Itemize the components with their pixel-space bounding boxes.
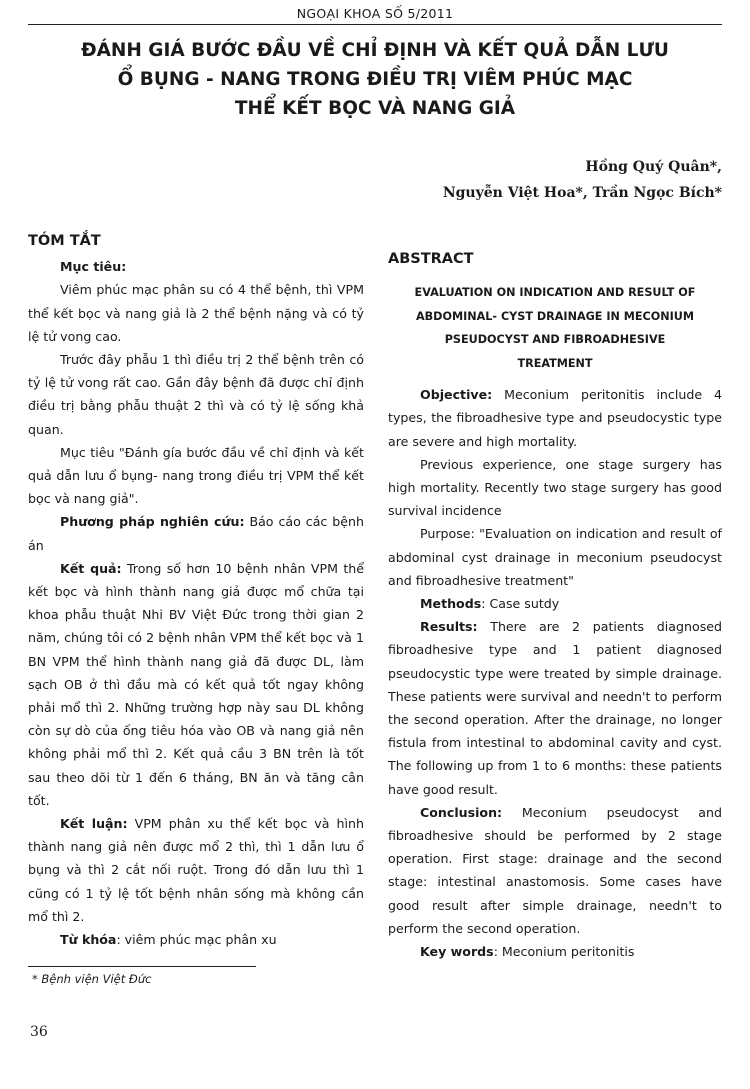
vn-methods-label: Phương pháp nghiên cứu: (60, 514, 245, 530)
footnote-divider (28, 966, 256, 967)
vn-methods-text: Báo cáo các bệnh án (28, 514, 364, 553)
en-paragraph: Previous experience, one stage surgery has high mortality. Recently two stage surgery has good survival incidence (388, 456, 722, 519)
vn-conclusion-label: Kết luận: (60, 816, 128, 832)
en-methods-text: : Case sutdy (481, 596, 560, 612)
article-title (40, 36, 710, 123)
vn-keywords-label: Từ khóa (60, 932, 117, 948)
en-methods (388, 592, 722, 615)
en-objective (388, 383, 722, 453)
english-abstract-column (388, 226, 722, 963)
en-objective-label: Objective: (420, 387, 493, 403)
en-conclusion-label: Conclusion: (420, 804, 503, 820)
en-results-text: There are 2 patients diagnosed fibroadhesive type and 1 patient diagnosed pseudocystic type were treated by simple drainage. These patients were survival and needn't to perform the second operation. After the drainage, no longer fistula from intestinal to abdominal cavity and cyst. The following up from 1 to 6 months: these patients have good result. (388, 619, 722, 797)
vn-paragraph: Mục tiêu "Đánh gía bước đầu về chỉ định và kết quả dẫn lưu ổ bụng- nang trong điều trị VPM thể kết bọc và nang giả". (28, 444, 364, 507)
vn-conclusion (28, 812, 364, 928)
vn-keywords (28, 928, 364, 951)
vn-paragraph: Trước đây phẫu 1 thì điều trị 2 thể bệnh trên có tỷ lệ tử vong rất cao. Gần đây bệnh đã được chỉ định điều trị bằng phẫu thuật 2 thì và có tỷ lệ sống khả quan. (28, 352, 364, 437)
en-results (388, 615, 722, 801)
vn-methods (28, 510, 364, 556)
vn-results-text: Trong số hơn 10 bệnh nhân VPM thể kết bọc và hình thành nang giả được mổ chữa tại khoa phẫu thuật Nhi BV Việt Đức trong thời gian 2 năm, chúng tôi có 2 bệnh nhân VPM thể kết bọc và 1 BN VPM thể hình thành nang giả đã được DL, làm sạch OB ở thì đầu mà có kết quả tốt ngay không phải mổ thì 2. Những trường hợp này sau DL không còn sự dò của ống tiêu hóa vào OB và nang giả nên không phải mổ thì 2. Kết quả cầu 3 BN trên là tốt sau theo dõi từ 1 đến 6 tháng, BN ăn và tăng cân tốt. (28, 560, 364, 808)
footnote: * Bệnh viện Việt Đức (32, 972, 152, 986)
en-keywords-label: Key words (420, 944, 494, 960)
vietnamese-abstract-column (28, 226, 364, 951)
en-title-line: TREATMENT (517, 356, 593, 370)
en-article-title (388, 281, 722, 375)
author-line: Hồng Quý Quân*, (585, 159, 722, 175)
author-line: Nguyễn Việt Hoa*, Trần Ngọc Bích* (442, 185, 722, 201)
en-paragraph: Purpose: "Evaluation on indication and result of abdominal cyst drainage in meconium pseudocyst and fibroadhesive treatment" (388, 526, 722, 588)
vn-paragraph: Viêm phúc mạc phân su có 4 thể bệnh, thì VPM thể kết bọc và nang giả là 2 thể bệnh nặng và có tỷ lệ tử vong cao. (28, 282, 364, 344)
en-objective-text: Meconium peritonitis include 4 types, the fibroadhesive type and pseudocystic type are severe and high mortality. (388, 387, 722, 449)
vn-section-heading: TÓM TẮT (28, 233, 101, 249)
en-conclusion-text: Meconium pseudocyst and fibroadhesive should be performed by 2 stage operation. First stage: drainage and the second stage: intestinal anastomosis. Some cases have good result after simple drainage, needn't to perform the second operation. (388, 804, 722, 936)
en-title-line: ABDOMINAL- CYST DRAINAGE IN MECONIUM (416, 309, 694, 323)
title-line: Ổ BỤNG - NANG TRONG ĐIỀU TRỊ VIÊM PHÚC MẠC (117, 69, 633, 90)
running-header: NGOẠI KHOA SỐ 5/2011 (28, 6, 722, 25)
title-line: ĐÁNH GIÁ BƯỚC ĐẦU VỀ CHỈ ĐỊNH VÀ KẾT QUẢ DẪN LƯU (81, 40, 669, 61)
vn-conclusion-text: VPM phân xu thể kết bọc và hình thành nang giả nên được mổ 2 thì, thì 1 dẫn lưu ổ bụng và thì 2 cắt nối ruột. Trong đó dẫn lưu thì 1 cũng có 1 tỷ lệ tốt bệnh nhân sống mà không cần mổ thì 2. (28, 816, 364, 924)
vn-results-label: Kết quả: (60, 560, 122, 576)
en-methods-label: Methods (420, 596, 482, 612)
en-results-label: Results: (420, 619, 478, 635)
vn-objective-label: Mục tiêu: (60, 259, 127, 275)
en-conclusion (388, 801, 722, 940)
vn-keywords-text: : viêm phúc mạc phân xu (116, 932, 277, 948)
en-keywords (388, 940, 722, 963)
title-line: THỂ KẾT BỌC VÀ NANG GIẢ (234, 98, 516, 119)
en-title-line: PSEUDOCYST AND FIBROADHESIVE (444, 333, 666, 347)
en-section-heading: ABSTRACT (388, 251, 474, 267)
authors (443, 154, 722, 206)
en-keywords-text: : Meconium peritonitis (493, 944, 635, 960)
page-number: 36 (30, 1024, 48, 1040)
vn-results (28, 557, 364, 812)
en-title-line: EVALUATION ON INDICATION AND RESULT OF (414, 286, 696, 300)
